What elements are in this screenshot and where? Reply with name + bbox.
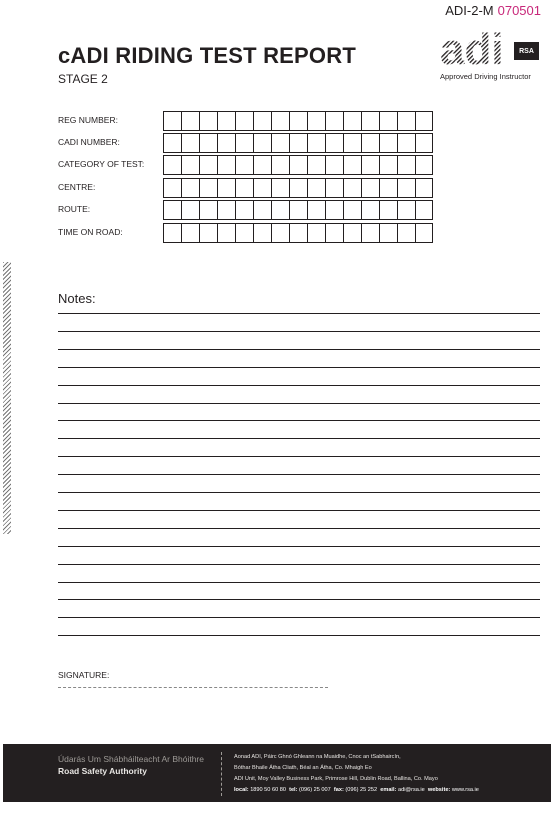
website-label: website: [427,787,451,793]
character-box[interactable] [361,178,379,198]
field-time-on-road [58,223,438,243]
signature-label: SIGNATURE: [58,670,110,680]
adi-rsa-logo [440,28,540,84]
character-boxes[interactable] [163,200,433,220]
form-code-text: ADI-2-M [445,3,494,18]
character-box[interactable] [217,178,235,198]
character-box[interactable] [343,178,361,198]
fax-number: (096) 25 252 [345,787,378,793]
character-box[interactable] [415,178,433,198]
character-box[interactable] [253,200,271,220]
signature-line[interactable] [58,687,328,688]
character-box[interactable] [217,155,235,175]
note-line[interactable] [58,582,540,583]
character-box[interactable] [181,223,199,243]
note-line[interactable] [58,385,540,386]
character-box[interactable] [271,111,289,131]
field-cadi-number [58,133,438,153]
character-box[interactable] [163,155,181,175]
character-box[interactable] [343,111,361,131]
character-box[interactable] [397,133,415,153]
character-box[interactable] [163,223,181,243]
field-route [58,200,438,220]
character-box[interactable] [415,111,433,131]
character-box[interactable] [181,178,199,198]
address-line-2: Bóthar Bhaile Átha Cliath, Béal an Átha, Co. Mhaigh Eo [234,765,372,771]
character-box[interactable] [217,111,235,131]
character-box[interactable] [307,223,325,243]
note-line[interactable] [58,546,540,547]
svg-text:adi: adi [440,28,504,68]
tel-label: tel: [289,787,298,793]
character-boxes[interactable] [163,111,433,131]
character-box[interactable] [235,133,253,153]
tel-number: (096) 25 007 [299,787,331,793]
contact-line [234,787,479,793]
character-box[interactable] [235,155,253,175]
field-label: ROUTE: [58,204,91,214]
character-box[interactable] [253,133,271,153]
character-box[interactable] [235,223,253,243]
character-box[interactable] [415,155,433,175]
character-box[interactable] [253,178,271,198]
character-box[interactable] [217,223,235,243]
character-box[interactable] [343,223,361,243]
character-box[interactable] [325,200,343,220]
character-box[interactable] [325,133,343,153]
field-label: TIME ON ROAD: [58,227,123,237]
local-number: 1890 50 60 80 [250,787,286,793]
character-box[interactable] [199,178,217,198]
character-box[interactable] [307,133,325,153]
character-box[interactable] [163,200,181,220]
character-box[interactable] [235,178,253,198]
page-title: cADI RIDING TEST REPORT [58,43,356,68]
character-box[interactable] [199,200,217,220]
character-box[interactable] [379,223,397,243]
character-box[interactable] [325,178,343,198]
note-line[interactable] [58,331,540,332]
footer-divider [221,752,222,796]
field-label: CADI NUMBER: [58,137,120,147]
character-box[interactable] [415,200,433,220]
character-box[interactable] [379,178,397,198]
character-box[interactable] [217,133,235,153]
character-box[interactable] [325,111,343,131]
note-line[interactable] [58,599,540,600]
website-link[interactable]: www.rsa.ie [451,787,479,793]
character-box[interactable] [397,111,415,131]
character-box[interactable] [325,155,343,175]
character-box[interactable] [271,223,289,243]
field-category-of-test [58,155,438,175]
email-link[interactable]: adi@rsa.ie [397,787,425,793]
logo-tagline: Approved Driving Instructor [440,72,531,81]
character-box[interactable] [379,133,397,153]
org-name-english: Road Safety Authority [58,766,147,776]
character-box[interactable] [379,155,397,175]
character-box[interactable] [397,178,415,198]
character-box[interactable] [307,200,325,220]
email-label: email: [380,787,397,793]
org-name-irish: Údarás Um Shábháilteacht Ar Bhóithre [58,754,204,764]
character-box[interactable] [379,200,397,220]
character-box[interactable] [379,111,397,131]
note-line[interactable] [58,403,540,404]
perforation-edge [3,262,11,534]
character-box[interactable] [181,155,199,175]
field-centre [58,178,438,198]
character-box[interactable] [397,200,415,220]
form-code [445,3,541,18]
character-box[interactable] [271,178,289,198]
character-box[interactable] [163,133,181,153]
note-line[interactable] [58,564,540,565]
address-line-3: ADI Unit, Moy Valley Business Park, Primrose Hill, Dublin Road, Ballina, Co. Mayo [234,776,438,782]
note-line[interactable] [58,456,540,457]
character-box[interactable] [199,133,217,153]
note-line[interactable] [58,420,540,421]
note-line[interactable] [58,349,540,350]
character-box[interactable] [343,200,361,220]
character-box[interactable] [289,223,307,243]
character-box[interactable] [397,223,415,243]
form-number: 070501 [497,3,541,18]
character-box[interactable] [199,111,217,131]
character-box[interactable] [289,155,307,175]
character-box[interactable] [307,155,325,175]
character-box[interactable] [235,200,253,220]
character-box[interactable] [397,155,415,175]
character-box[interactable] [253,111,271,131]
character-box[interactable] [361,223,379,243]
character-box[interactable] [181,111,199,131]
character-box[interactable] [415,133,433,153]
notes-label: Notes: [58,291,96,306]
note-line[interactable] [58,528,540,529]
rsa-logo-box: RSA [514,42,539,60]
character-box[interactable] [289,133,307,153]
adi-logo-mark [440,28,512,68]
character-box[interactable] [343,155,361,175]
field-label: CATEGORY OF TEST: [58,159,145,169]
character-box[interactable] [163,178,181,198]
character-box[interactable] [289,200,307,220]
character-box[interactable] [307,178,325,198]
address-line-1: Aonad ADI, Páirc Ghnó Ghleann na Muaidhe, Cnoc an tSabhaircín, [234,754,401,760]
page-subtitle: STAGE 2 [58,72,108,86]
character-box[interactable] [181,133,199,153]
character-box[interactable] [343,133,361,153]
character-box[interactable] [217,200,235,220]
character-box[interactable] [289,111,307,131]
fax-label: fax: [333,787,344,793]
character-boxes[interactable] [163,133,433,153]
note-line[interactable] [58,438,540,439]
footer [3,744,551,802]
field-reg-number [58,111,438,131]
character-box[interactable] [199,155,217,175]
local-label: local: [234,787,249,793]
note-line[interactable] [58,635,540,636]
field-label: REG NUMBER: [58,115,118,125]
character-box[interactable] [181,200,199,220]
character-box[interactable] [271,133,289,153]
note-line[interactable] [58,510,540,511]
character-box[interactable] [235,111,253,131]
note-line[interactable] [58,313,540,314]
character-box[interactable] [253,155,271,175]
character-box[interactable] [253,223,271,243]
character-box[interactable] [163,111,181,131]
note-line[interactable] [58,617,540,618]
character-box[interactable] [289,178,307,198]
note-line[interactable] [58,474,540,475]
character-box[interactable] [271,200,289,220]
character-box[interactable] [415,223,433,243]
character-box[interactable] [307,111,325,131]
character-box[interactable] [361,155,379,175]
character-box[interactable] [361,111,379,131]
field-label: CENTRE: [58,182,96,192]
character-box[interactable] [271,155,289,175]
character-box[interactable] [361,133,379,153]
note-line[interactable] [58,492,540,493]
character-box[interactable] [325,223,343,243]
character-box[interactable] [361,200,379,220]
note-line[interactable] [58,367,540,368]
character-box[interactable] [199,223,217,243]
character-boxes[interactable] [163,178,433,198]
character-boxes[interactable] [163,155,433,175]
character-boxes[interactable] [163,223,433,243]
